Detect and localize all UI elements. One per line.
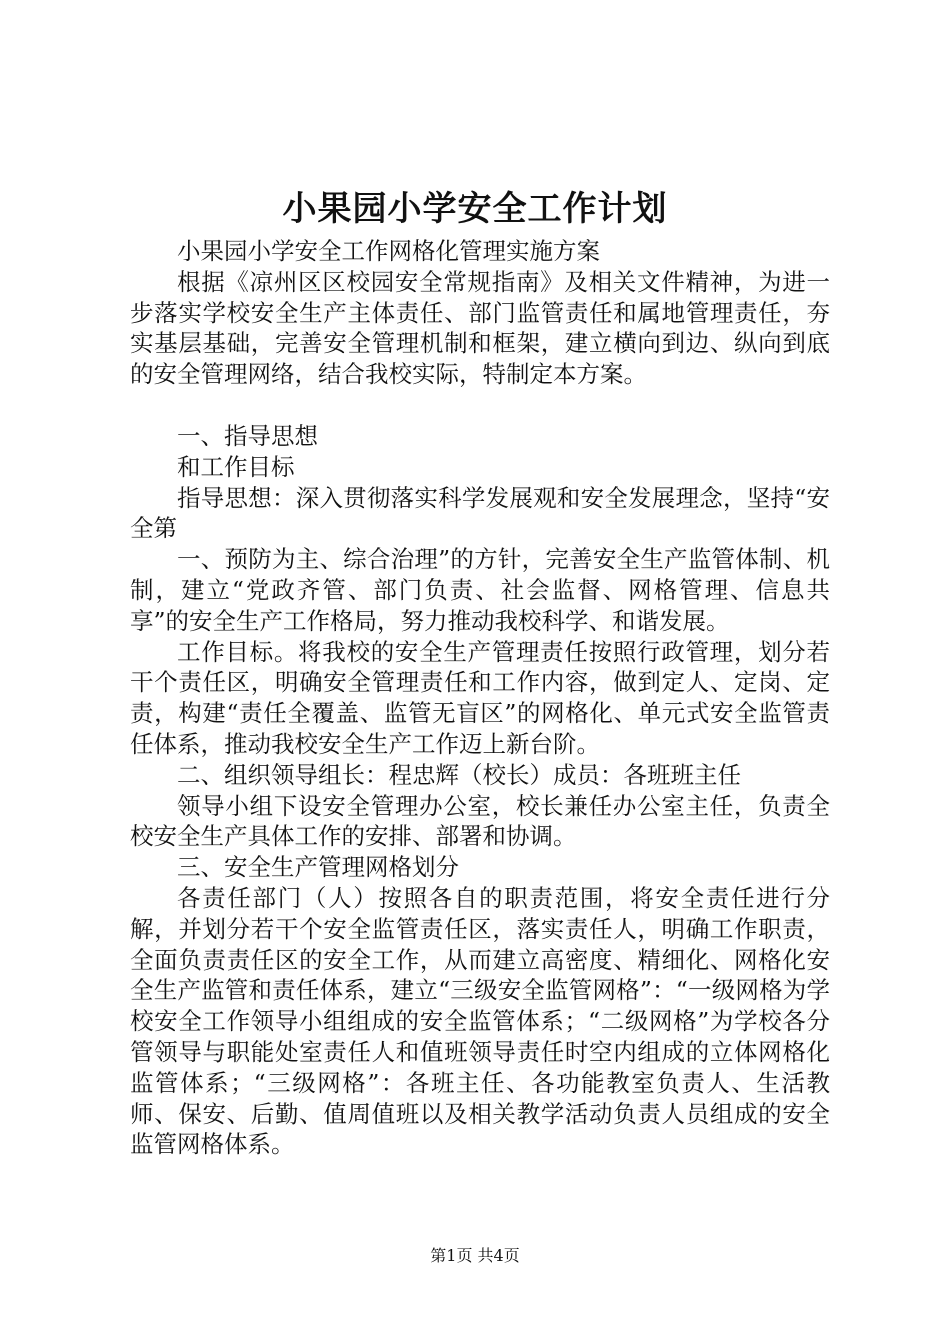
- body-paragraph: 根据《凉州区区校园安全常规指南》及相关文件精神，为进一步落实学校安全生产主体责任、部门监管责任和属地管理责任，夯实基层基础，完善安全管理机制和框架，建立横向到边、纵向到底的安全管理网络，结合我校实际，特制定本方案。: [130, 267, 830, 389]
- body-paragraph: 指导思想：深入贯彻落实科学发展观和安全发展理念，坚持“安全第: [130, 483, 830, 543]
- page-number-footer: 第1页 共4页: [430, 1246, 520, 1265]
- document-body: [130, 236, 830, 1160]
- body-paragraph: 和工作目标: [177, 452, 295, 481]
- body-paragraph: 各责任部门（人）按照各自的职责范围，将安全责任进行分解，并划分若干个安全监管责任区，落实责任人，明确工作职责，全面负责责任区的安全工作，从而建立高密度、精细化、网格化安全生产监管和责任体系，建立“三级安全监管网格”：“一级网格为学校安全工作领导小组组成的安全监管体系；“二级网格”为学校各分管领导与职能处室责任人和值班领导责任时空内组成的立体网格化监管体系；“三级网格”：各班主任、各功能教室负责人、生活教师、保安、后勤、值周值班以及相关教学活动负责人员组成的安全监管网格体系。: [130, 883, 830, 1159]
- body-paragraph: 一、预防为主、综合治理”的方针，完善安全生产监管体制、机制，建立“党政齐管、部门负责、社会监督、网格管理、信息共享”的安全生产工作格局，努力推动我校科学、和谐发展。: [130, 545, 830, 635]
- section-heading: 三、安全生产管理网格划分: [177, 853, 459, 882]
- body-paragraph: 工作目标。将我校的安全生产管理责任按照行政管理，划分若干个责任区，明确安全管理责任和工作内容，做到定人、定岗、定责，构建“责任全覆盖、监管无盲区”的网格化、单元式安全监管责任体系，推动我校安全生产工作迈上新台阶。: [130, 637, 830, 758]
- body-paragraph: 小果园小学安全工作网格化管理实施方案: [177, 237, 600, 265]
- document-title: 小果园小学安全工作计划: [282, 189, 668, 229]
- section-heading: 二、组织领导组长：程忠辉（校长）成员：各班班主任: [177, 760, 741, 789]
- body-paragraph: 领导小组下设安全管理办公室，校长兼任办公室主任，负责全校安全生产具体工作的安排、部署和协调。: [130, 791, 830, 851]
- section-heading: 一、指导思想: [177, 421, 318, 450]
